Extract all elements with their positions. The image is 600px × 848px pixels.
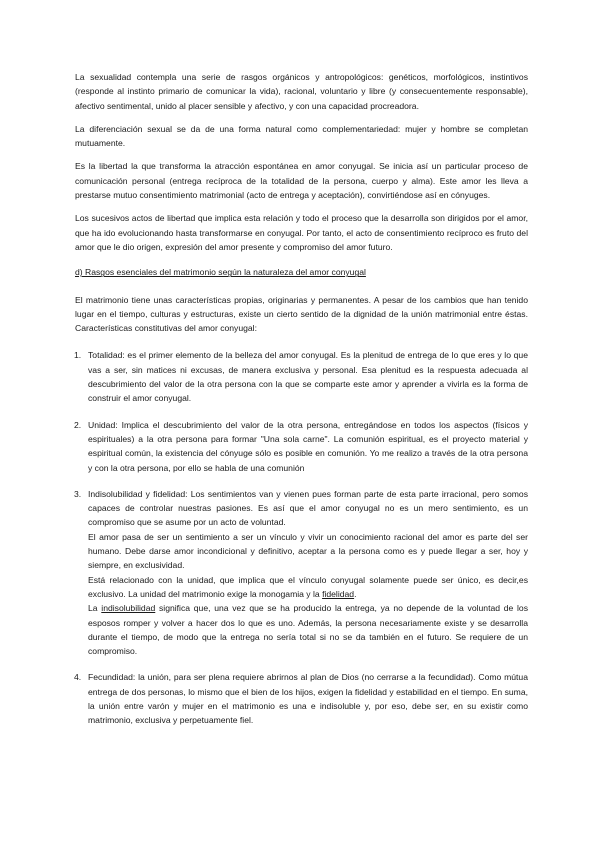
list-item-text — [88, 601, 528, 658]
characteristics-list — [75, 348, 528, 727]
list-number: 1. — [74, 350, 82, 361]
list-item-text: Fecundidad: la unión, para ser plena requiere abrirnos al plan de Dios (no cerrarse a la fecundidad). Como mútua entrega de dos personas, lo mismo que el bien de los hijos, exigen la fidelidad y estabilidad en el tiempo. En suma, la unión entre varón y mujer en el matrimonio es una e indisoluble y, por eso, debe ser, en su existir como matrimonio, exclusiva y perpetuamente fiel. — [88, 672, 528, 726]
text-run: . — [354, 588, 357, 599]
list-item-text: Totalidad: es el primer elemento de la belleza del amor conyugal. Es la plenitud de entrega de lo que eres y lo que vas a ser, sin matices ni excusas, de manera exclusiva y personal. Esa plenitud es la respuesta adecuada al descubrimiento del valor de la otra persona con la que se comparte este amor y aprender a vivirla es la forma de construir el amor conyugal. — [88, 350, 528, 404]
underlined-term-indisolubilidad: indisolubilidad — [101, 603, 156, 614]
list-number: 3. — [74, 488, 82, 499]
list-number: 2. — [74, 419, 82, 430]
text-run: La — [88, 603, 102, 614]
intro-paragraph-4: Los sucesivos actos de libertad que implica esta relación y todo el proceso que la desarrolla son dirigidos por el amor, que ha ido evolucionando hasta transformarse en conyugal. Por tanto, el acto de consentimiento recíproco es fruto del amor que le dio origen, expresión del amor presente y compromiso del amor futuro. — [75, 213, 528, 252]
list-item-unidad — [75, 418, 528, 475]
list-item-text: Indisolubilidad y fidelidad: Los sentimientos van y vienen pues forman parte de esta parte irracional, pero somos capaces de controlar nuestras pasiones. Es así que el amor conyugal no es un mero sentimiento, es un compromiso que se asume por un acto de voluntad. — [88, 488, 528, 528]
list-item-text: El amor pasa de ser un sentimiento a ser un vínculo y vivir un conocimiento racional del amor es parte del ser humano. Debe darse amor incondicional y definitivo, aceptar a la persona como es y puede llegar a ser, hoy y siempre, en exclusividad. — [88, 531, 528, 571]
list-item-totalidad — [75, 348, 528, 405]
section-intro: El matrimonio tiene unas características propias, originarias y permanentes. A pesar de los cambios que han tenido lugar en el tiempo, culturas y estructuras, existe un cierto sentido de la dignidad de la unión matrimonial entre éstas. Características constitutivas del amor conyugal: — [75, 294, 528, 334]
list-item-text — [88, 573, 528, 602]
text-run: significa que, una vez que se ha producido la entrega, ya no depende de la voluntad de los esposos romper y volver a hacer dos lo que es uno. Además, la persona necesariamente existe y se desarrolla durante el tiempo, de modo que la entrega no sería total si no se da también en el futuro. Se requiere de un compromiso. — [88, 603, 528, 657]
list-number: 4. — [74, 672, 82, 683]
intro-paragraph-3: Es la libertad la que transforma la atracción espontánea en amor conyugal. Se inicia así un particular proceso de comunicación personal (entrega recíproca de la totalidad de la persona, cuerpo y alma). Este amor les lleva a prestarse mutuo consentimiento matrimonial (acto de entrega y aceptación), convirtiéndose así en cónyuges. — [75, 161, 528, 201]
list-item-text: Unidad: Implica el descubrimiento del valor de la otra persona, entregándose en todos los aspectos (físicos y espirituales) a la otra persona para formar "Una sola carne". La comunión espiritual, es el proyecto material y espiritual común, la existencia del cónyuge sólo es posible en comunión. Yo me realizo a través de la otra persona y con la otra persona, por ello se habla de una comunión — [88, 419, 528, 473]
intro-paragraph-2: La diferenciación sexual se da de una forma natural como complementariedad: mujer y hombre se completan mutuamente. — [75, 123, 528, 149]
intro-paragraph-1: La sexualidad contempla una serie de rasgos orgánicos y antropológicos: genéticos, morfológicos, instintivos (responde al instinto primario de comunicar la vida), racional, voluntario y libre (y consecuentemente responsable), afectivo sentimental, unido al placer sensible y afectivo, y con una capacidad procreadora. — [75, 72, 528, 111]
section-heading: d) Rasgos esenciales del matrimonio según la naturaleza del amor conyugal — [75, 267, 366, 278]
list-item-fecundidad — [75, 670, 528, 727]
text-run: Está relacionado con la unidad, que implica que el vínculo conyugal solamente puede ser único, es decir,es exclusivo. La unidad del matrimonio exige la monogamia y la — [88, 574, 528, 599]
list-item-indisolubilidad — [75, 487, 528, 659]
underlined-term-fidelidad: fidelidad — [322, 588, 355, 599]
